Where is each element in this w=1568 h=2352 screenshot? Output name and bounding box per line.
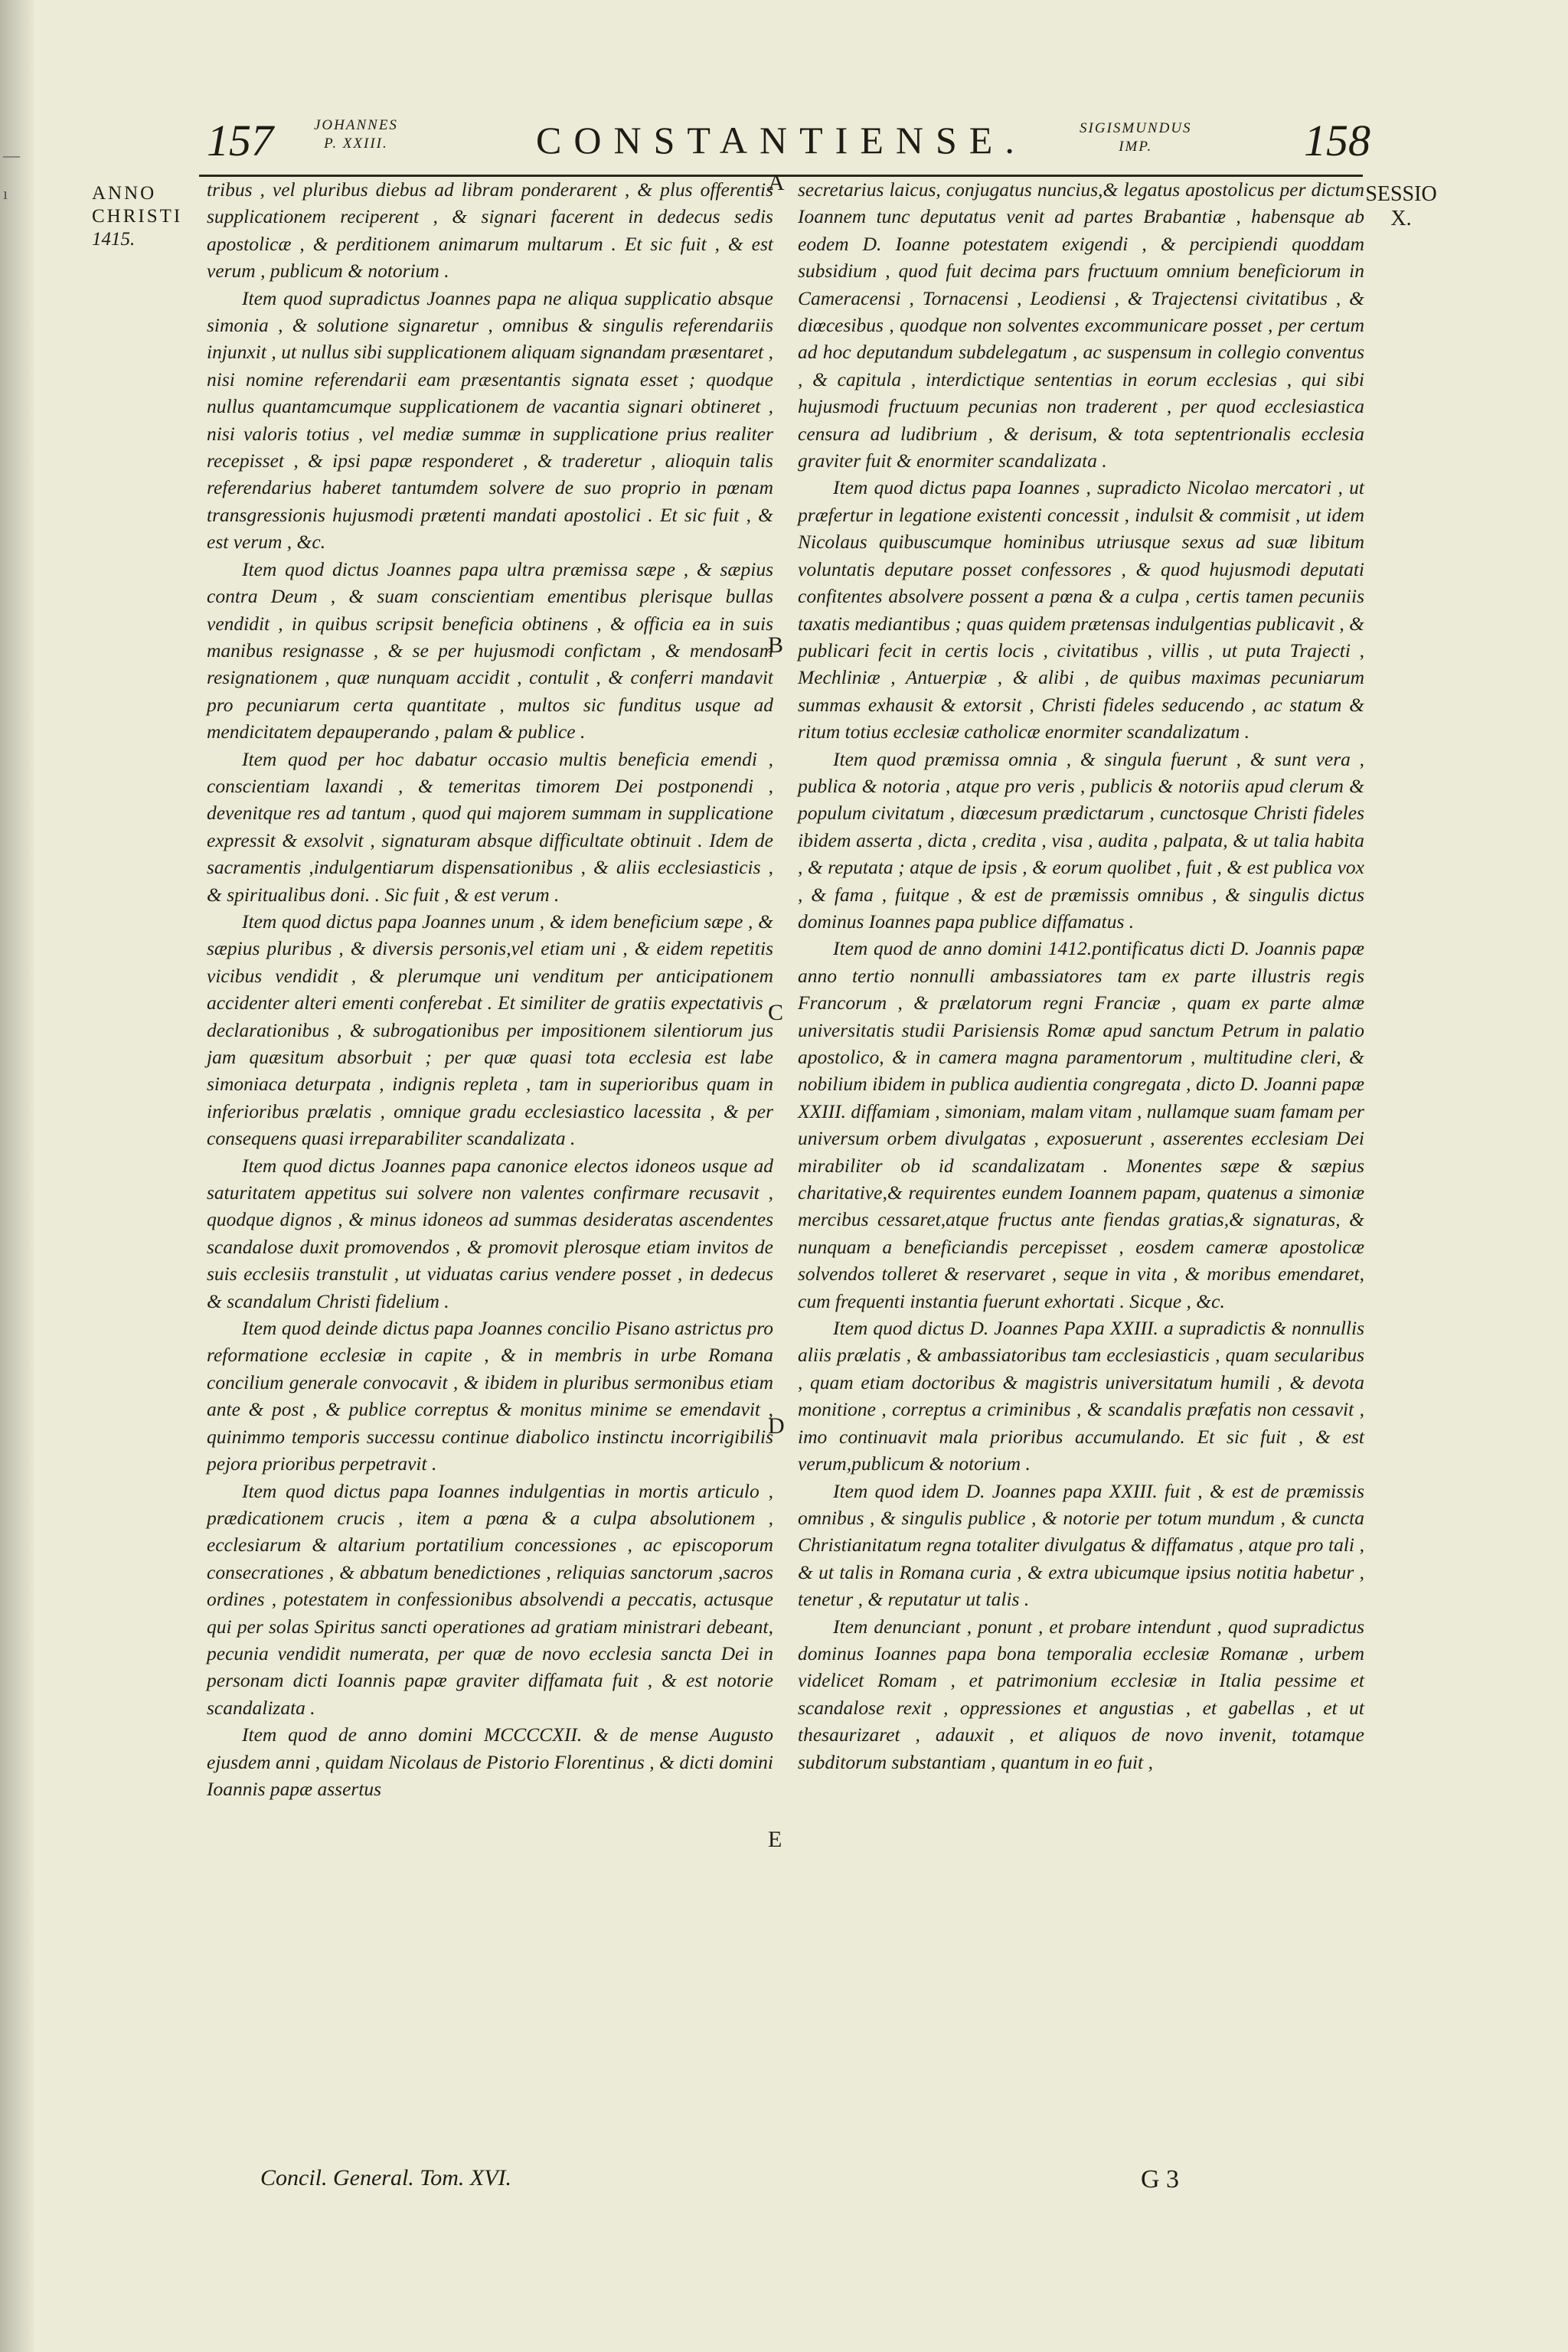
gutter-mark: — <box>3 145 20 165</box>
paragraph: Item quod dictus papa Joannes unum , & idem beneficium sæpe , & sæpius pluribus , & diversis personis,vel etiam uni , & eidem repetitis vicibus vendidit , & plerumque uni venditum per anticipationem accidenter alteri ementi conferebat . Et similiter de gratiis expectativis , declarationibus , & subrogationibus per impositionem silentiorum jus jam quæsitum absorbuit ; per quæ quasi tota ecclesia est labe simoniaca deturpata , indignis repleta , tam in superioribus quam in inferioribus prælatis , omnique gradu ecclesiastico lacessita , & per consequens quasi irreparabiliter scandalizata . <box>207 910 773 1150</box>
paragraph: Item quod dictus papa Ioannes , supradicto Nicolao mercatori , ut præfertur in legatione existenti concessit , indulsit & commisit , ut idem Nicolaus quibuscumque hominibus utriusque sexus ad suæ libitum voluntatis deputare posset confessores , & quod hujusmodi deputati confitentes absolvere possent a pœna & a culpa , certis tamen pecuniis taxatis mediantibus ; quas quidem prætensas indulgentias publicavit , & publicari fecit in certis locis , civitatibus , villis , ut puta Trajecti , Mechliniæ , Antuerpiæ , & alibi , de quibus maximas pecuniarum summas exhausit & extorsit , Christi fideles seducendo , ac statum & ritum totius ecclesiæ catholicæ enormiter scandalizatum . <box>798 476 1364 743</box>
pope-header: JOHANNES P. XXIII. <box>314 117 398 152</box>
paragraph: Item quod præmissa omnia , & singula fuerunt , & sunt vera , publica & notoria , atque pro veris , publicis & notoriis apud clerum & populum civitatum , diœcesum prædictarum , cunctosque Christi fideles ibidem asserta , dicta , credita , visa , audita , palpata, & ut talia habita , & reputata ; atque de ipsis , & eorum quolibet , fuit , & est publica vox , & fama , fuitque , & est de præmissis omnibus , & singulis dictus dominus Ioannes papa publice diffamatus . <box>798 747 1364 933</box>
section-letter: C <box>768 1000 784 1025</box>
section-letter: E <box>768 1827 782 1852</box>
emperor-header: SIGISMUNDUS IMP. <box>1080 120 1192 155</box>
paragraph: Item quod supradictus Joannes papa ne aliqua supplicatio absque simonia , & solutione signaretur , omnibus & singulis referendariis injunxit , ut nullus sibi supplicationem aliquam signandam præsentaret , nisi nomine referendarii eam præsentantis signata esset ; quodque nullus quantamcumque supplicationem de vacantia signari obtineret , nisi valoris totius , vel mediæ summæ in supplicatione prius realiter recepisset , & ipsi papæ responderet , & traderetur , alioquin talis referendarius haberet tantumdem solvere de suo proprio in pœnam transgressionis hujusmodi prætenti mandati apostolici . Et sic fuit , & est verum , &c. <box>207 286 773 554</box>
text-column-right <box>798 176 1364 1775</box>
running-head <box>207 115 1370 176</box>
gutter-mark: ı <box>3 184 8 203</box>
paragraph: Item quod idem D. Joannes papa XXIII. fuit , & est de præmissis omnibus , & singulis publice , & notorie per totum mundum , & cuncta Christianitatum regna totaliter divulgatus & diffamatus , atque pro tali , & ut talis in Romana curia , & extra ubicumque ipsius notitia habetur , tenetur , & reputatur ut talis . <box>798 1479 1364 1611</box>
page-number-right: 158 <box>1304 116 1370 165</box>
page-title: CONSTANTIENSE. <box>536 119 1027 162</box>
paragraph: tribus , vel pluribus diebus ad libram ponderarent , & plus offerentis supplicationem reciperent , & signari facerent in dedecus sedis apostolicæ , & perditionem animarum multarum . Et sic fuit , & est verum , publicum & notorium . <box>207 178 773 283</box>
margin-note-year: ANNO CHRISTI 1415. <box>92 183 183 250</box>
paragraph: Item quod dictus papa Ioannes indulgentias in mortis articulo , prædicationem crucis , item a pœna & a culpa absolutionem , ecclesiarum & altarium portatilium concessiones , ac episcoporum consecrationes , & abbatum benedictiones , reliquias sanctorum ,sacros ordines , potestatem in confessionibus absolvendi a peccatis, actusque qui per solas Spiritus sancti operationes ad gratiam ministrari debeant, pecunia vendidit numerata, per quæ de novo ecclesia sancta Dei in personam dicti Ioannis papæ graviter diffamata fuit , & est notorie scandalizata . <box>207 1479 773 1719</box>
paragraph: Item quod dictus D. Joannes Papa XXIII. a supradictis & nonnullis aliis prælatis , & ambassiatoribus tam ecclesiasticis , quam secularibus , quam etiam doctoribus & magistris universitatum humili , & devota monitione , correptus a criminibus , & scandalis præfatis non cessavit , imo continuavit mala prioribus accumulando. Et sic fuit , & est verum,publicum & notorium . <box>798 1317 1364 1475</box>
binding-gutter <box>0 0 34 2352</box>
paragraph: Item quod dictus Joannes papa canonice electos idoneos usque ad saturitatem appetitus sui solvere non valentes confirmare recusavit , quodque dignos , & minus idoneos ad summas desideratas ascendentes scandalose duxit promovendos , & promovit plerosque etiam invitos de suis ecclesiis transtulit , ut viduatas carius vendere posset , in dedecus & scandalum Christi fidelium . <box>207 1154 773 1312</box>
paragraph: Item quod deinde dictus papa Joannes concilio Pisano astrictus pro reformatione ecclesiæ in capite , & in membris in urbe Romana concilium generale convocavit , & ibidem in pluribus sermonibus etiam ante & post , & publice correptus & monitus minime se emendavit , quinimmo temporis successu continue diabolico instinctu incorrigibilis pejora prioribus perpetravit . <box>207 1317 773 1475</box>
paragraph: Item quod de anno domini MCCCCXII. & de mense Augusto ejusdem anni , quidam Nicolaus de Pistorio Florentinus , & dicti domini Ioannis papæ assertus <box>207 1723 773 1800</box>
footer-volume: Concil. General. Tom. XVI. <box>260 2165 512 2190</box>
paragraph: Item quod per hoc dabatur occasio multis beneficia emendi , conscientiam laxandi , & temeritas timorem Dei postponendi , devenitque res ad tantum , quod qui majorem summam in supplicatione expressit & exsolvit , signaturam absque difficultate obtinuit . Idem de sacramentis ,indulgentiarum dispensationibus , & aliis ecclesiasticis , & spiritualibus doni. . Sic fuit , & est verum . <box>207 747 773 906</box>
margin-note-session: SESSIO X. <box>1365 182 1437 230</box>
section-letter: D <box>768 1413 785 1439</box>
paragraph: Item quod de anno domini 1412.pontificatus dicti D. Joannis papæ anno tertio nonnulli ambassiatores tam ex parte illustris regis Francorum , & prælatorum regni Franciæ , quam ex parte almæ universitatis studii Parisiensis Romæ apud sanctum Petrum in palatio apostolico, & in camera magna paramentorum , multitudine cleri, & nobilium ibidem in publica audientia congregata , dicto D. Joanni papæ XXIII. diffamiam , simoniam, malam vitam , nullamque suam famam per universum orbem divulgatas , exposuerunt , asserentes ecclesiam Dei mirabiliter ob id scandalizatam . Monentes sæpe & sæpius charitative,& requirentes eundem Ioannem papam, quatenus a simoniæ mercibus cessaret,atque fructus ante fiendas gratias,& signaturas, & nunquam a beneficiandis percepisset , eosdem cameræ apostolicæ solvendos tolleret & reservaret , seque in vita , & moribus emendaret, cum frequenti instantia fuerunt exhortati . Sicque , &c. <box>798 937 1364 1312</box>
signature-mark: G 3 <box>1141 2165 1180 2194</box>
paragraph: secretarius laicus, conjugatus nuncius,& legatus apostolicus per dictum Ioannem tunc deputatus venit ad partes Brabantiæ , habensque ab eodem D. Ioanne potestatem exigendi , & percipiendi quoddam subsidium , quod fuit decima pars fructuum omnium beneficiorum in Cameracensi , Tornacensi , Leodiensi , & Trajectensi civitatibus , & diœcesibus , quodque non solventes excommunicare posset , per certum ad hoc deputandum subdelegatum , ac suspensum in collegio conventus , & capitula , interdictique sententias in eorum ecclesias , qui sibi hujusmodi fructuum pecunias non traderent , per quod ecclesiastica censura ad ludibrium , & derisum, & tota septentrionalis ecclesia graviter fuit & enormiter scandalizata . <box>798 178 1364 472</box>
section-letter: A <box>768 170 785 195</box>
page-number-left: 157 <box>207 116 273 165</box>
paragraph: Item denunciant , ponunt , et probare intendunt , quod supradictus dominus Ioannes papa bona temporalia ecclesiæ Romanæ , urbem videlicet Romam , et patrimonium ecclesiæ in Italia pessime et scandalose rexit , oppressiones et angustias , et gabellas , et ut thesaurizaret , adauxit , et aliquos de novo invenit, totamque subditorum substantiam , quantum in eo fuit , <box>798 1615 1364 1773</box>
section-letter: B <box>768 632 784 658</box>
paragraph: Item quod dictus Joannes papa ultra præmissa sæpe , & sæpius contra Deum , & suam conscientiam ementibus plerisque bullas vendidit , in quibus scripsit beneficia obtinens , & officia ea in suis manibus resignasse , & se per hujusmodi confictam , & mendosam resignationem , quæ nunquam accidit , contulit , & conferri mandavit pro pecuniarum certa quantitate , multos sic funditus usque ad mendicitatem depauperando , palam & publice . <box>207 557 773 743</box>
text-column-left <box>207 176 773 1802</box>
